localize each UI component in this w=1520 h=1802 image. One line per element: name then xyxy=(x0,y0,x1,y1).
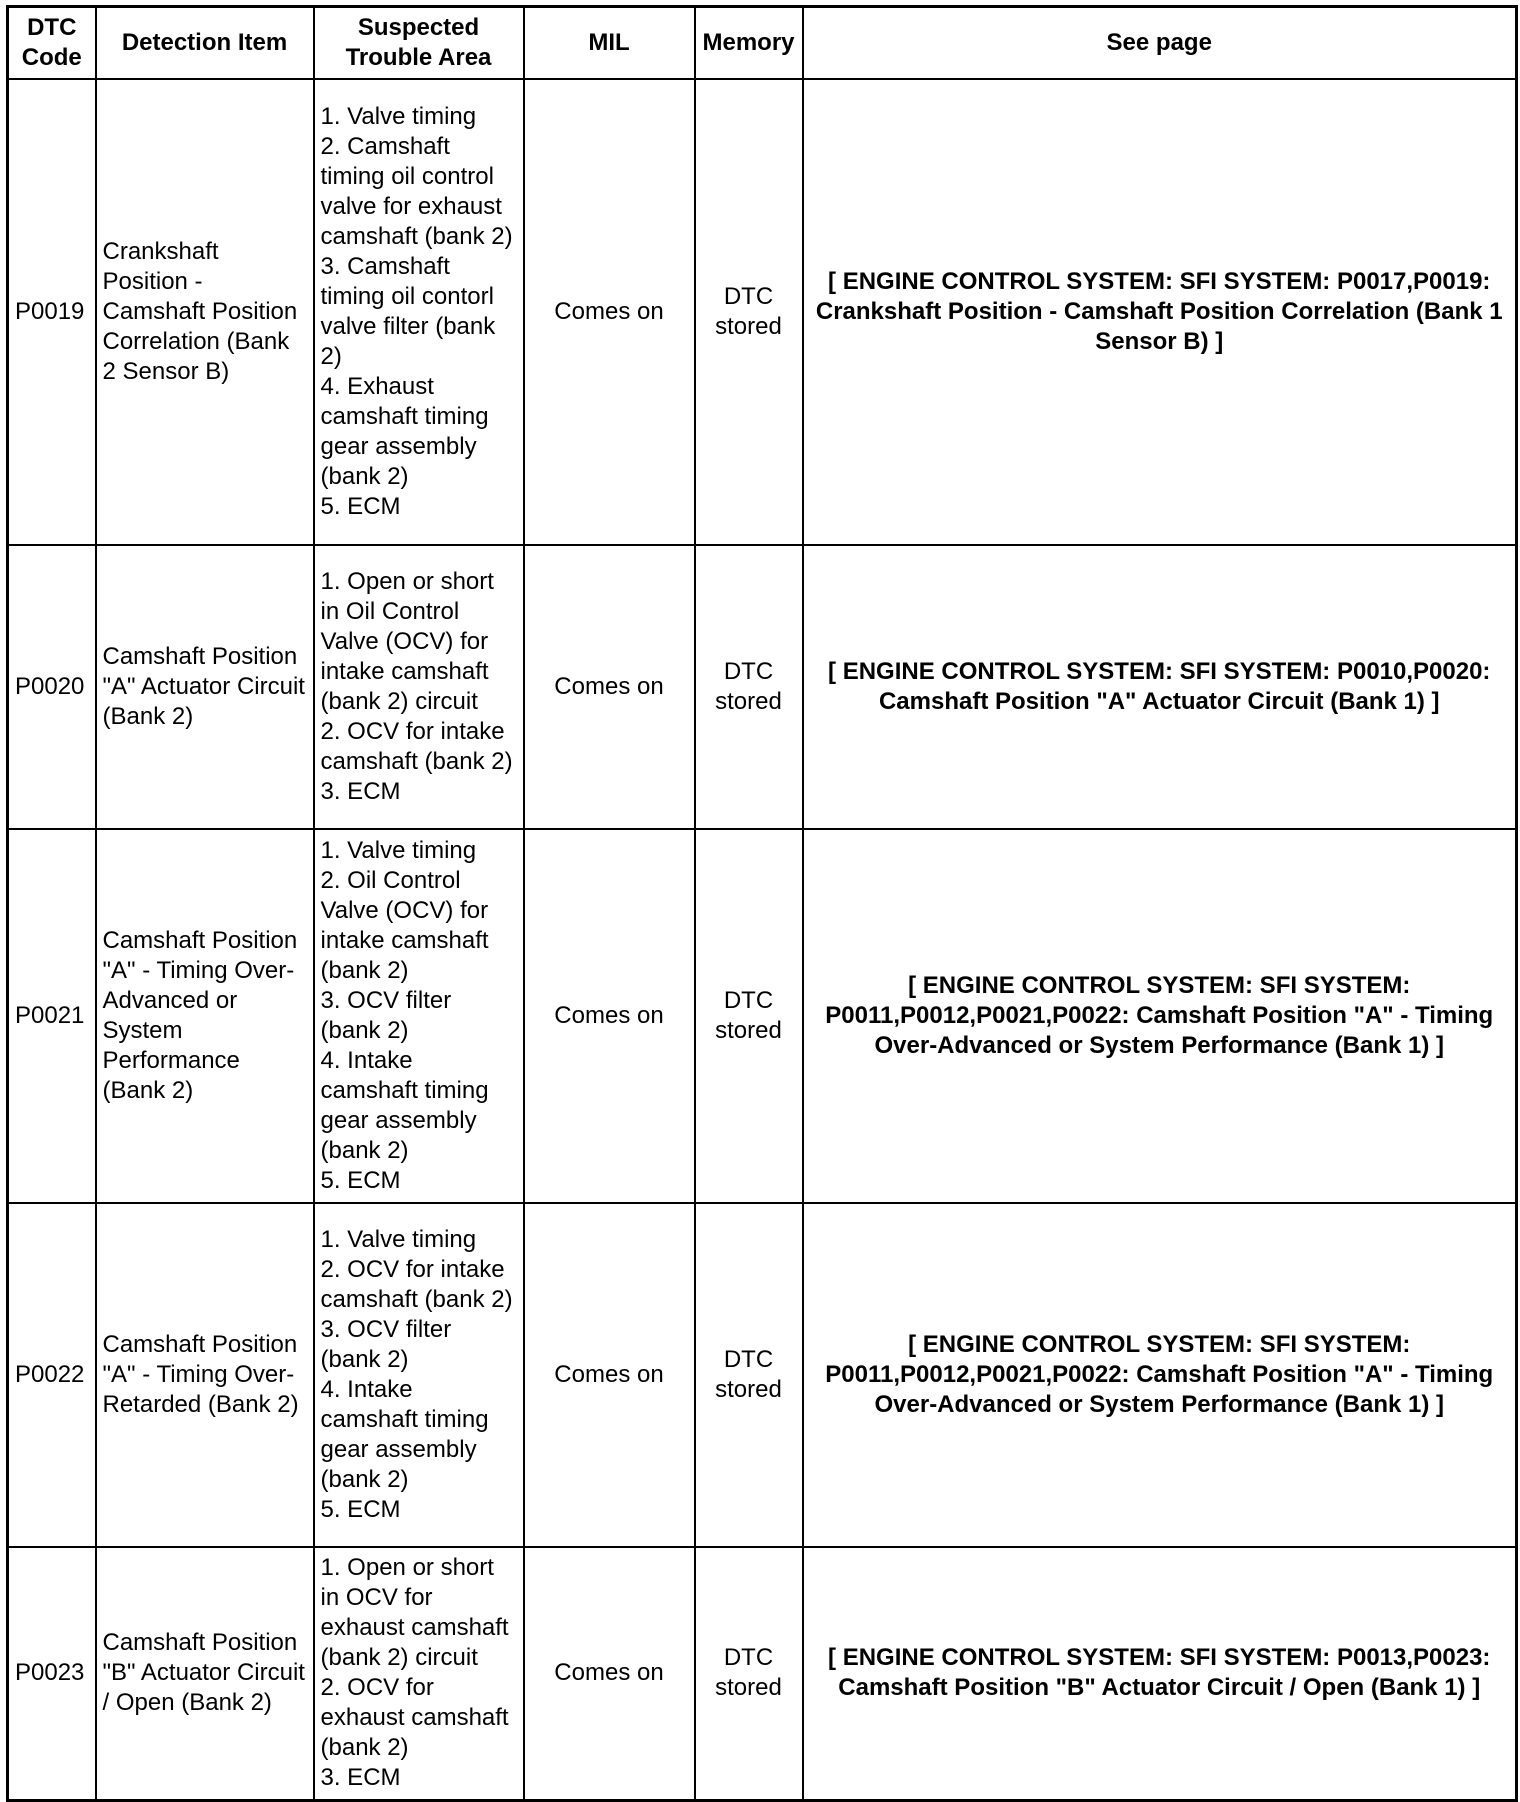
header-mil: MIL xyxy=(524,7,695,79)
table-row xyxy=(8,545,1517,829)
memory-cell: DTC stored xyxy=(695,1203,803,1547)
trouble-area-line: 2. OCV for exhaust camshaft (bank 2) xyxy=(320,1674,509,1762)
trouble-area-line: 3. OCV filter (bank 2) xyxy=(320,986,452,1044)
trouble-area-line: 3. OCV filter (bank 2) xyxy=(320,1315,452,1373)
header-memory: Memory xyxy=(695,7,803,79)
table-row xyxy=(8,1547,1517,1801)
mil-cell: Comes on xyxy=(524,1547,695,1801)
trouble-area-line: 4. Exhaust camshaft timing gear assembly (bank 2) xyxy=(320,372,489,490)
dtc-code-cell: P0020 xyxy=(8,545,96,829)
dtc-code-cell: P0022 xyxy=(8,1203,96,1547)
detection-item-cell: Camshaft Position "A" Actuator Circuit (Bank 2) xyxy=(96,545,314,829)
trouble-area-line: 1. Valve timing xyxy=(320,836,477,864)
trouble-area-line: 3. ECM xyxy=(320,777,401,805)
trouble-area-line: 3. Camshaft timing oil contorl valve filter (bank 2) xyxy=(320,252,496,370)
trouble-area-line: 1. Open or short in OCV for exhaust camshaft (bank 2) circuit xyxy=(320,1554,509,1672)
trouble-area-cell xyxy=(314,545,524,829)
trouble-area-line: 1. Open or short in Oil Control Valve (OCV) for intake camshaft (bank 2) circuit xyxy=(320,567,494,715)
see-page-link[interactable]: [ ENGINE CONTROL SYSTEM: SFI SYSTEM: P0011,P0012,P0021,P0022: Camshaft Position "A" - Timing Over-Advanced or System Performance (Bank 1) ] xyxy=(803,1203,1517,1547)
mil-cell: Comes on xyxy=(524,79,695,545)
dtc-code-cell: P0023 xyxy=(8,1547,96,1801)
dtc-table xyxy=(6,5,1518,1802)
header-dtc-code: DTC Code xyxy=(8,7,96,79)
memory-cell: DTC stored xyxy=(695,1547,803,1801)
detection-item-cell: Camshaft Position "B" Actuator Circuit / Open (Bank 2) xyxy=(96,1547,314,1801)
detection-item-cell: Crankshaft Position - Camshaft Position Correlation (Bank 2 Sensor B) xyxy=(96,79,314,545)
memory-cell: DTC stored xyxy=(695,545,803,829)
trouble-area-line: 2. Oil Control Valve (OCV) for intake camshaft (bank 2) xyxy=(320,866,489,984)
mil-cell: Comes on xyxy=(524,829,695,1203)
trouble-area-line: 2. Camshaft timing oil control valve for exhaust camshaft (bank 2) xyxy=(320,132,513,250)
see-page-link[interactable]: [ ENGINE CONTROL SYSTEM: SFI SYSTEM: P0013,P0023: Camshaft Position "B" Actuator Circuit / Open (Bank 1) ] xyxy=(803,1547,1517,1801)
trouble-area-line: 4. Intake camshaft timing gear assembly (bank 2) xyxy=(320,1375,489,1493)
dtc-code-cell: P0021 xyxy=(8,829,96,1203)
mil-cell: Comes on xyxy=(524,545,695,829)
trouble-area-line: 5. ECM xyxy=(320,1495,401,1523)
trouble-area-line: 4. Intake camshaft timing gear assembly (bank 2) xyxy=(320,1046,489,1164)
header-row xyxy=(8,7,1517,79)
trouble-area-cell xyxy=(314,79,524,545)
detection-item-cell: Camshaft Position "A" - Timing Over-Retarded (Bank 2) xyxy=(96,1203,314,1547)
trouble-area-line: 1. Valve timing xyxy=(320,102,477,130)
header-suspected-trouble-area: Suspected Trouble Area xyxy=(314,7,524,79)
trouble-area-line: 5. ECM xyxy=(320,492,401,520)
trouble-area-cell xyxy=(314,1203,524,1547)
memory-cell: DTC stored xyxy=(695,79,803,545)
trouble-area-line: 2. OCV for intake camshaft (bank 2) xyxy=(320,1255,513,1313)
see-page-link[interactable]: [ ENGINE CONTROL SYSTEM: SFI SYSTEM: P0017,P0019: Crankshaft Position - Camshaft Position Correlation (Bank 1 Sensor B) ] xyxy=(803,79,1517,545)
memory-cell: DTC stored xyxy=(695,829,803,1203)
table-row xyxy=(8,79,1517,545)
trouble-area-cell xyxy=(314,1547,524,1801)
trouble-area-line: 1. Valve timing xyxy=(320,1225,477,1253)
detection-item-cell: Camshaft Position "A" - Timing Over-Advanced or System Performance (Bank 2) xyxy=(96,829,314,1203)
trouble-area-line: 3. ECM xyxy=(320,1764,401,1792)
mil-cell: Comes on xyxy=(524,1203,695,1547)
table-row xyxy=(8,829,1517,1203)
trouble-area-cell xyxy=(314,829,524,1203)
header-detection-item: Detection Item xyxy=(96,7,314,79)
dtc-code-cell: P0019 xyxy=(8,79,96,545)
see-page-link[interactable]: [ ENGINE CONTROL SYSTEM: SFI SYSTEM: P0011,P0012,P0021,P0022: Camshaft Position "A" - Timing Over-Advanced or System Performance (Bank 1) ] xyxy=(803,829,1517,1203)
header-see-page: See page xyxy=(803,7,1517,79)
trouble-area-line: 5. ECM xyxy=(320,1166,401,1194)
see-page-link[interactable]: [ ENGINE CONTROL SYSTEM: SFI SYSTEM: P0010,P0020: Camshaft Position "A" Actuator Circuit (Bank 1) ] xyxy=(803,545,1517,829)
table-row xyxy=(8,1203,1517,1547)
trouble-area-line: 2. OCV for intake camshaft (bank 2) xyxy=(320,717,513,775)
